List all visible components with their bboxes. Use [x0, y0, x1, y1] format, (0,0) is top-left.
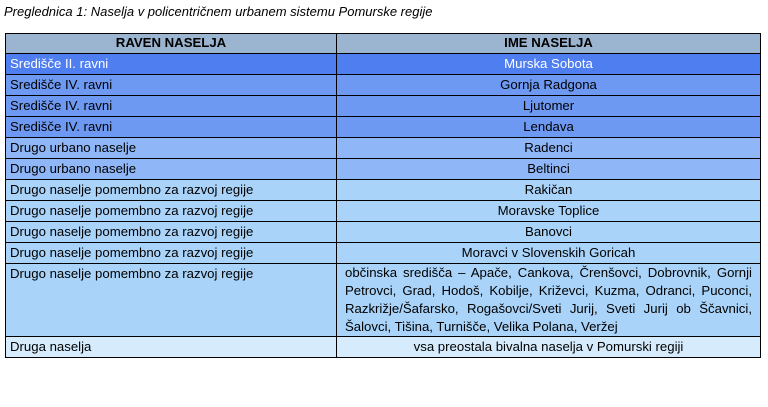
settlement-name-cell: Moravci v Slovenskih Goricah — [337, 243, 761, 264]
table-row — [6, 243, 761, 264]
settlements-table — [5, 33, 761, 358]
table-header — [6, 34, 761, 54]
settlement-level-cell: Druga naselja — [6, 337, 337, 358]
settlement-name-cell: Banovci — [337, 222, 761, 243]
settlement-name-cell: Rakičan — [337, 180, 761, 201]
settlement-name-cell: vsa preostala bivalna naselja v Pomurski regiji — [337, 337, 761, 358]
table-row — [6, 54, 761, 75]
table-row — [6, 222, 761, 243]
settlement-level-cell: Drugo naselje pomembno za razvoj regije — [6, 222, 337, 243]
settlement-name-cell: Lendava — [337, 117, 761, 138]
header-name: IME NASELJA — [337, 34, 761, 54]
table-row — [6, 75, 761, 96]
settlement-level-cell: Drugo urbano naselje — [6, 159, 337, 180]
header-level: RAVEN NASELJA — [6, 34, 337, 54]
settlement-name-cell: Moravske Toplice — [337, 201, 761, 222]
table-row — [6, 138, 761, 159]
settlement-level-cell: Središče IV. ravni — [6, 96, 337, 117]
settlement-level-cell: Drugo naselje pomembno za razvoj regije — [6, 201, 337, 222]
settlement-name-cell: Radenci — [337, 138, 761, 159]
table-caption: Preglednica 1: Naselja v policentričnem urbanem sistemu Pomurske regije — [4, 4, 433, 19]
settlement-level-cell: Središče II. ravni — [6, 54, 337, 75]
settlement-name-cell: Gornja Radgona — [337, 75, 761, 96]
settlement-level-cell: Drugo naselje pomembno za razvoj regije — [6, 243, 337, 264]
settlement-level-cell: Drugo naselje pomembno za razvoj regije — [6, 180, 337, 201]
settlement-name-cell: Murska Sobota — [337, 54, 761, 75]
settlement-level-cell: Središče IV. ravni — [6, 75, 337, 96]
settlement-name-cell: Beltinci — [337, 159, 761, 180]
table-row — [6, 337, 761, 358]
table-row — [6, 96, 761, 117]
table-row — [6, 159, 761, 180]
table-row — [6, 117, 761, 138]
table-row — [6, 264, 761, 337]
table-row — [6, 180, 761, 201]
settlement-name-cell: občinska središča – Apače, Cankova, Črenšovci, Dobrovnik, Gornji Petrovci, Grad, Hodoš, Kobilje, Križevci, Kuzma, Odranci, Puconci, Razkrižje/Šafarsko, Rogašovci/Sveti Jurij, Sveti Jurij ob Ščavnici, Šalovci, Tišina, Turnišče, Velika Polana, Veržej — [337, 264, 761, 337]
table-row — [6, 201, 761, 222]
settlement-level-cell: Drugo urbano naselje — [6, 138, 337, 159]
settlement-level-cell: Drugo naselje pomembno za razvoj regije — [6, 264, 337, 337]
settlement-level-cell: Središče IV. ravni — [6, 117, 337, 138]
table-body — [6, 54, 761, 358]
settlement-name-cell: Ljutomer — [337, 96, 761, 117]
